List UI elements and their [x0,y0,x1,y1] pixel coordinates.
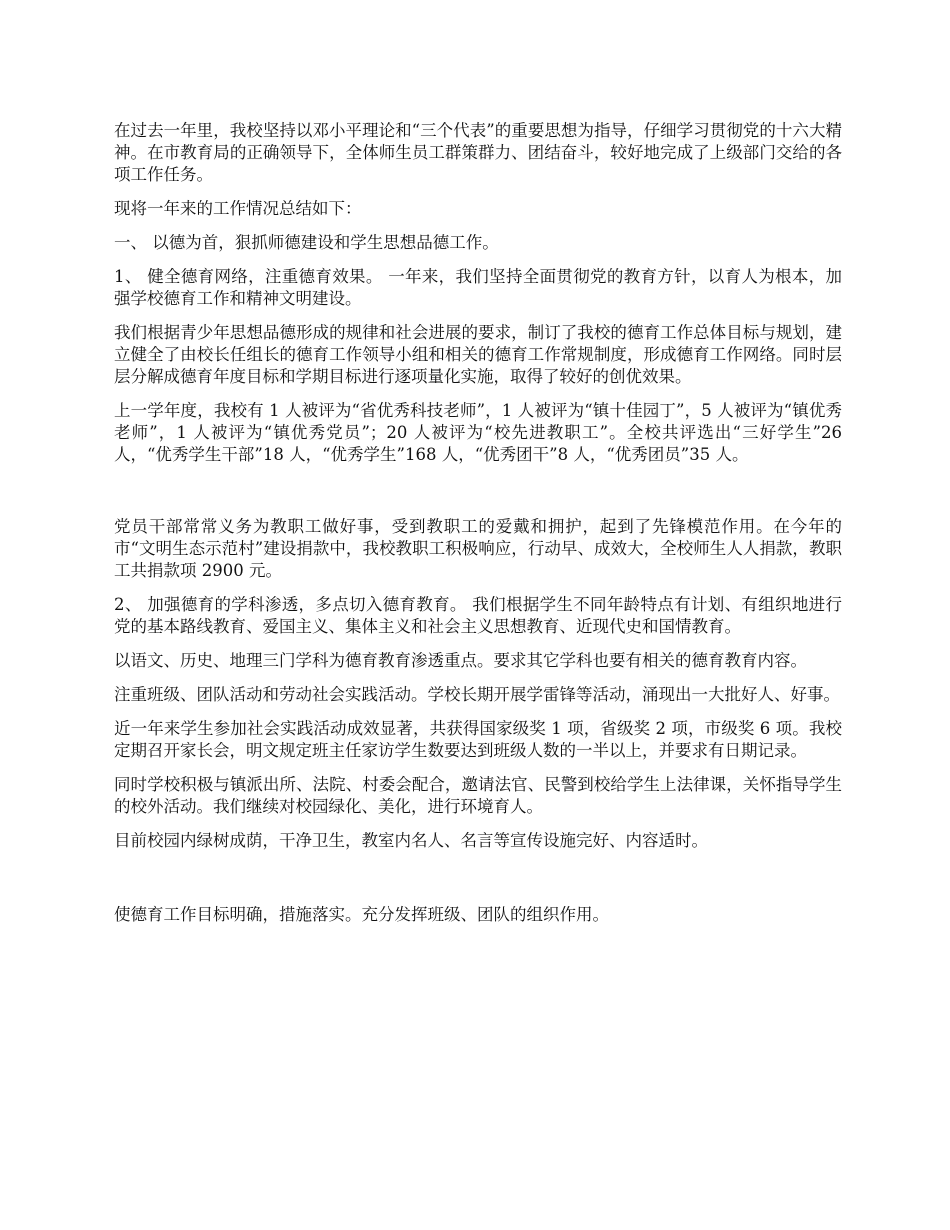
blank-gap [114,478,842,516]
paragraph-awards: 上一学年度，我校有 1 人被评为“省优秀科技老师”，1 人被评为“镇十佳园丁”，5 人被评为“镇优秀老师”，1 人被评为“镇优秀党员”；20 人被评为“校先进教职工”。全校共评选出“三好学生”26 人，“优秀学生干部”18 人，“优秀学生”168 人，“优秀团干”8 人，“优秀团员”35 人。 [114,401,842,464]
paragraph-intro: 在过去一年里，我校坚持以邓小平理论和“三个代表”的重要思想为指导，仔细学习贯彻党的十六大精神。在市教育局的正确领导下，全体师生员工群策群力、团结奋斗，较好地完成了上级部门交给的各项工作任务。 [114,121,842,184]
paragraph-summary-lead: 现将一年来的工作情况总结如下： [114,199,362,218]
paragraph-conclusion: 使德育工作目标明确，措施落实。充分发挥班级、团队的组织作用。 [114,905,609,924]
paragraph-moral-network: 1、 健全德育网络，注重德育效果。 一年来，我们坚持全面贯彻党的教育方针，以育人为根本，加强学校德育工作和精神文明建设。 [114,267,842,308]
document-body [114,120,842,938]
paragraph-subject-penetration: 2、 加强德育的学科渗透，多点切入德育教育。 我们根据学生不同年龄特点有计划、有组织地进行党的基本路线教育、爱国主义、集体主义和社会主义思想教育、近现代史和国情教育。 [114,595,842,636]
section-heading-1: 一、 以德为首，狠抓师德建设和学生思想品德工作。 [114,233,499,252]
blank-gap [114,864,842,904]
paragraph-moral-goals: 我们根据青少年思想品德形成的规律和社会进展的要求，制订了我校的德育工作总体目标与规划，建立健全了由校长任组长的德育工作领导小组和相关的德育工作常规制度，形成德育工作网络。同时层层分解成德育年度目标和学期目标进行逐项量化实施，取得了较好的创优效果。 [114,323,842,386]
paragraph-law-education: 同时学校积极与镇派出所、法院、村委会配合，邀请法官、民警到校给学生上法律课，关怀指导学生的校外活动。我们继续对校园绿化、美化，进行环境育人。 [114,775,842,816]
paragraph-key-subjects: 以语文、历史、地理三门学科为德育教育渗透重点。要求其它学科也要有相关的德育教育内容。 [114,651,807,670]
paragraph-party-members: 党员干部常常义务为教职工做好事，受到教职工的爱戴和拥护，起到了先锋模范作用。在今年的市“文明生态示范村”建设捐款中，我校教职工积极响应，行动早、成效大，全校师生人人捐款，教职工共捐款项 2900 元。 [114,517,842,580]
paragraph-campus: 目前校园内绿树成荫，干净卫生，教室内名人、名言等宣传设施完好、内容适时。 [114,831,708,850]
paragraph-class-activities: 注重班级、团队活动和劳动社会实践活动。学校长期开展学雷锋等活动，涌现出一大批好人、好事。 [114,685,840,704]
paragraph-social-practice: 近一年来学生参加社会实践活动成效显著，共获得国家级奖 1 项，省级奖 2 项，市级奖 6 项。我校定期召开家长会，明文规定班主任家访学生数要达到班级人数的一半以上，并要求有日期记录。 [114,719,842,760]
